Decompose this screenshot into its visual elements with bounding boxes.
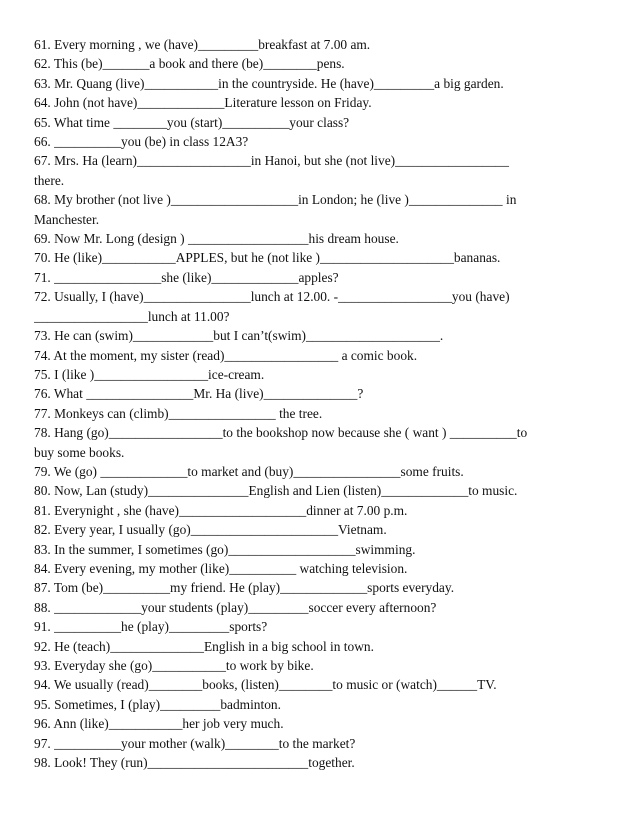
exercise-line: 63. Mr. Quang (live)___________in the countryside. He (have)_________a big garden.: [34, 75, 504, 91]
exercise-line: 88. _____________your students (play)_________soccer every afternoon?: [34, 599, 437, 615]
exercise-line: 75. I (like )_________________ice-cream.: [34, 366, 265, 382]
exercise-line: 62. This (be)_______a book and there (be)________pens.: [34, 56, 345, 72]
exercise-line: 72. Usually, I (have)________________lunch at 12.00. -_________________you (have): [34, 289, 510, 305]
exercise-line: 80. Now, Lan (study)_______________English and Lien (listen)_____________to music.: [34, 483, 518, 499]
exercise-line: 61. Every morning , we (have)_________breakfast at 7.00 am.: [34, 37, 371, 52]
exercise-line: 76. What ________________Mr. Ha (live)______________?: [34, 386, 364, 402]
exercise-line: 84. Every evening, my mother (like)__________ watching television.: [34, 560, 408, 576]
exercise-line: 69. Now Mr. Long (design ) __________________his dream house.: [34, 231, 399, 247]
exercise-line-continuation: buy some books.: [34, 444, 125, 460]
exercise-line-continuation: Manchester.: [34, 211, 100, 227]
exercise-line: 81. Everynight , she (have)___________________dinner at 7.00 p.m.: [34, 502, 408, 518]
exercise-line: 93. Everyday she (go)___________to work by bike.: [34, 658, 314, 673]
exercise-line: 79. We (go) _____________to market and (buy)________________some fruits.: [34, 463, 464, 479]
exercise-line-continuation: there.: [34, 172, 65, 188]
exercise-line: 77. Monkeys can (climb)________________ the tree.: [34, 405, 323, 421]
exercise-line: 78. Hang (go)_________________to the bookshop now because she ( want ) __________to: [34, 425, 528, 441]
exercise-line: 74. At the moment, my sister (read)_________________ a comic book.: [34, 347, 418, 363]
exercise-list: [34, 35, 602, 772]
exercise-line: 65. What time ________you (start)__________your class?: [34, 114, 350, 130]
exercise-line-continuation: _________________lunch at 11.00?: [34, 308, 230, 324]
exercise-line: 82. Every year, I usually (go)______________________Vietnam.: [34, 522, 387, 538]
exercise-line: 98. Look! They (run)________________________together.: [34, 755, 355, 771]
exercise-line: 92. He (teach)______________English in a big school in town.: [34, 638, 374, 654]
exercise-line: 68. My brother (not live )___________________in London; he (live )______________ in: [34, 192, 517, 208]
exercise-line: 73. He can (swim)____________but I can’t(swim)____________________.: [34, 328, 444, 344]
exercise-line: 94. We usually (read)________books, (listen)________to music or (watch)______TV.: [34, 677, 497, 693]
exercise-line: 87. Tom (be)__________my friend. He (play)_____________sports everyday.: [34, 580, 455, 596]
exercise-line: 66. __________you (be) in class 12A3?: [34, 134, 249, 150]
exercise-line: 71. ________________she (like)_____________apples?: [34, 269, 339, 285]
exercise-line: 95. Sometimes, I (play)_________badminton.: [34, 696, 281, 712]
exercise-line: 70. He (like)___________APPLES, but he (not like )____________________bananas.: [34, 250, 501, 266]
exercise-line: 83. In the summer, I sometimes (go)___________________swimming.: [34, 541, 416, 557]
exercise-line: 67. Mrs. Ha (learn)_________________in Hanoi, but she (not live)_________________: [34, 153, 509, 169]
exercise-line: 97. __________your mother (walk)________to the market?: [34, 735, 356, 751]
exercise-line: 64. John (not have)_____________Literature lesson on Friday.: [34, 95, 372, 111]
exercise-line: 96. Ann (like)___________her job very much.: [34, 716, 284, 732]
exercise-line: 91. __________he (play)_________sports?: [34, 619, 268, 635]
